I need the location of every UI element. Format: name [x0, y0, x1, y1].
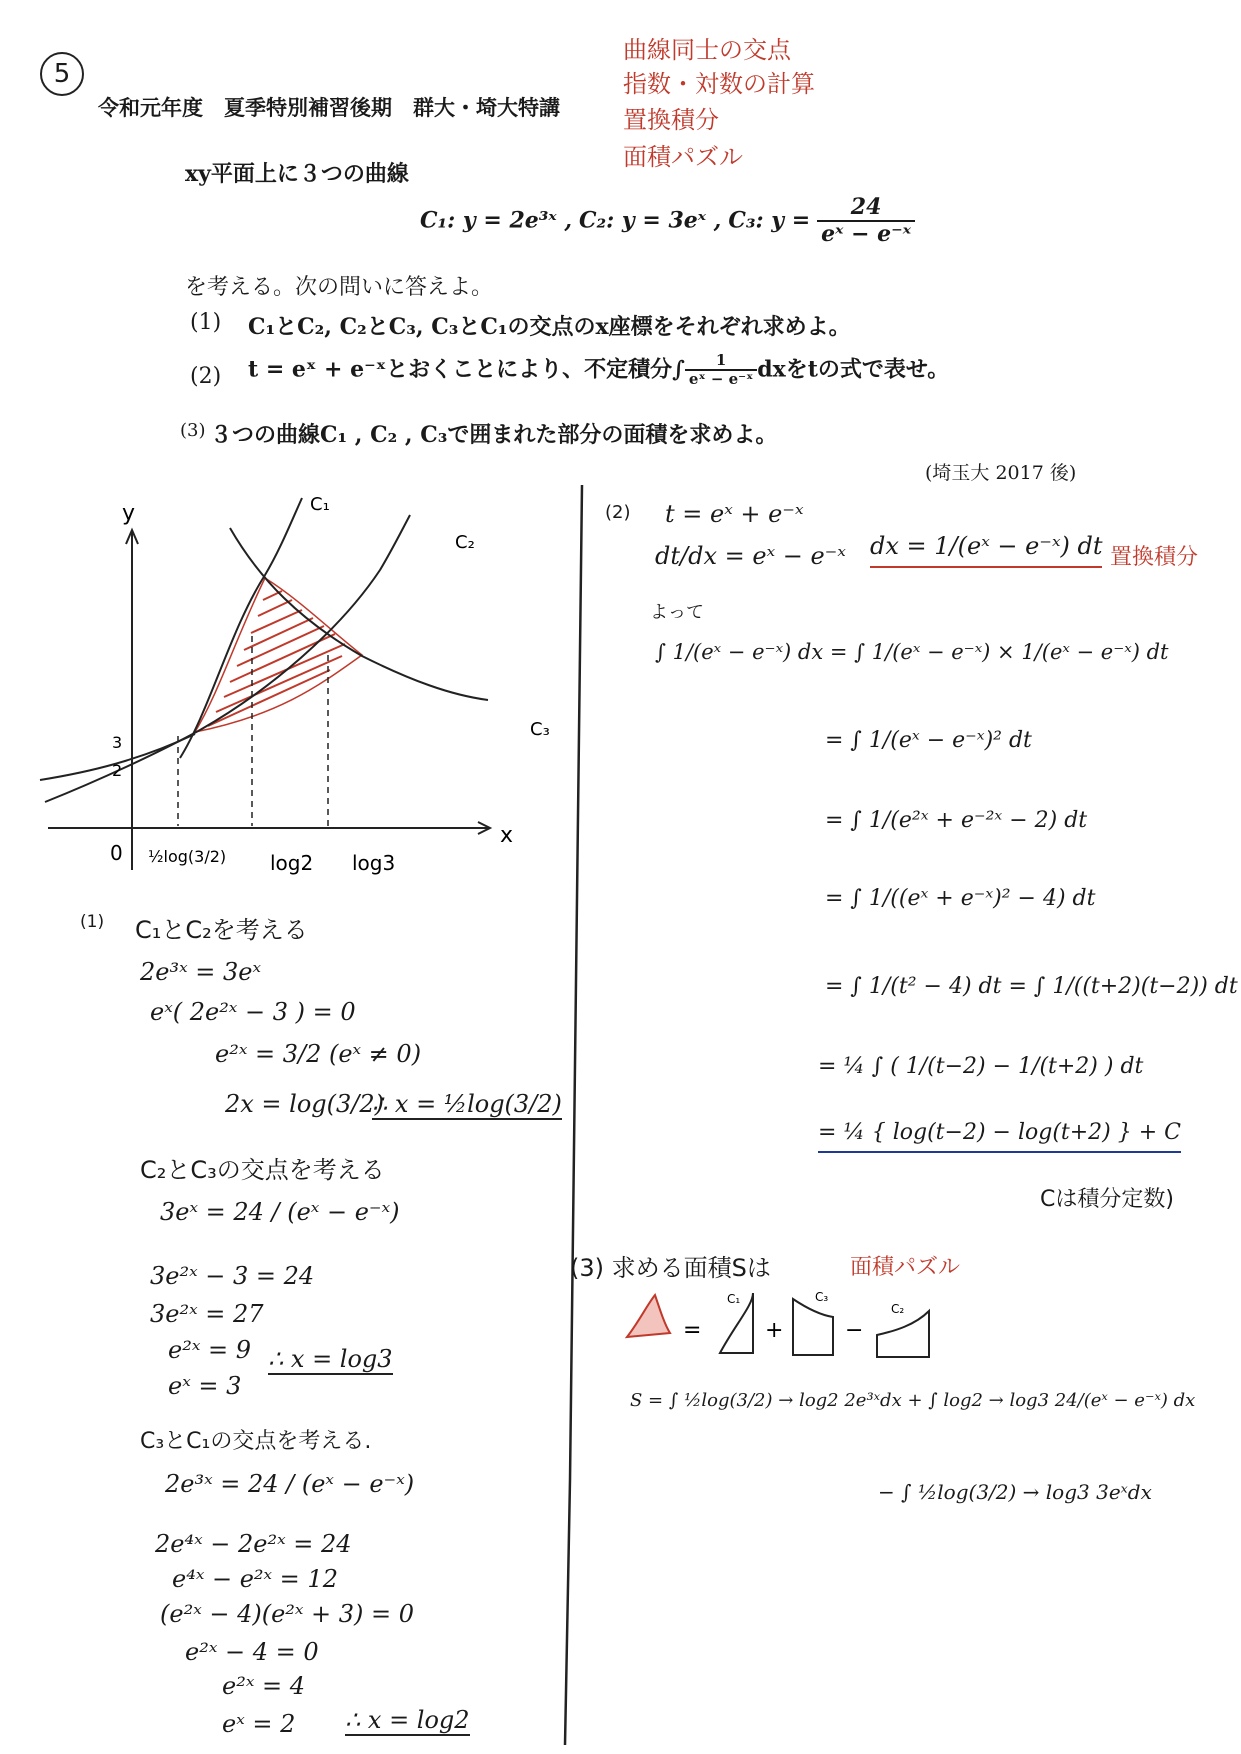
q2-numerator: 1	[685, 352, 757, 371]
tag-1: 曲線同士の交点	[623, 36, 791, 64]
puzzle-eq: =	[683, 1318, 702, 1343]
part1-s3-line: e⁴ˣ − e²ˣ = 12	[172, 1565, 338, 1593]
x-axis-label: x	[500, 823, 514, 848]
curve-c3-line	[230, 528, 488, 700]
part1-s3-answer: ∴ x = log2	[345, 1706, 470, 1734]
curve-c2-line	[45, 515, 410, 802]
part2-step: = ¼ ∫ ( 1/(t−2) − 1/(t+2) ) dt	[818, 1054, 1144, 1079]
x-tick-2: log2	[270, 851, 314, 875]
tag-3: 置換積分	[623, 106, 719, 134]
part1-s1-line: 2e³ˣ = 3eˣ	[140, 958, 261, 986]
part1-s2-line: eˣ = 3	[168, 1372, 242, 1400]
part2-line1: t = eˣ + e⁻ˣ	[665, 500, 804, 528]
part1-s2-line: 3eˣ = 24 / (eˣ − e⁻ˣ)	[160, 1198, 400, 1226]
part1-s2-heading: C₂とC₃の交点を考える	[140, 1156, 385, 1184]
hatching	[208, 591, 345, 726]
part1-s1-answer: ∴ x = ½log(3/2)	[372, 1090, 562, 1118]
q2-fraction	[685, 352, 757, 389]
part1-s3-line: 2e⁴ˣ − 2e²ˣ = 24	[155, 1530, 352, 1558]
puzzle-c3-piece	[793, 1299, 833, 1355]
area-puzzle-diagram	[615, 1285, 945, 1375]
q2-text-b: dxをtの式で表せ。	[757, 356, 950, 383]
curve-c3-denominator: eˣ − e⁻ˣ	[821, 221, 912, 248]
part1-s3-heading: C₃とC₁の交点を考える.	[140, 1429, 372, 1454]
part2-step: = ∫ 1/((eˣ + e⁻ˣ)² − 4) dt	[825, 886, 1096, 911]
part2-line3: dx = 1/(eˣ − e⁻ˣ) dt	[870, 532, 1102, 568]
puzzle-c3-label: C₃	[815, 1290, 829, 1304]
curve-c3-lhs: C₃: y =	[728, 207, 811, 234]
part3-s-line2: − ∫ ½log(3/2) → log3 3eˣdx	[878, 1480, 1152, 1504]
c2-label: C₂	[455, 532, 475, 553]
curve-c1-line	[180, 498, 302, 758]
part1-s1-line: 2x = log(3/2)	[225, 1090, 385, 1118]
puzzle-shaded-piece	[627, 1295, 670, 1337]
q3-text: ３つの曲線C₁ , C₂ , C₃で囲まれた部分の面積を求めよ。	[210, 422, 778, 448]
part1-s1-line: eˣ( 2e²ˣ − 3 ) = 0	[150, 998, 356, 1026]
part1-s3-line: eˣ = 2	[222, 1710, 296, 1738]
problem-number-circle: 5	[40, 52, 84, 96]
puzzle-minus: −	[845, 1318, 864, 1343]
part1-s2-line: e²ˣ = 9	[168, 1336, 251, 1364]
shaded-region	[195, 578, 362, 732]
y-tick-3: 3	[112, 733, 123, 752]
part1-s1-line: e²ˣ = 3/2 (eˣ ≠ 0)	[215, 1040, 422, 1068]
curve-c3-fraction	[817, 195, 915, 248]
part3-s-line1: S = ∫ ½log(3/2) → log2 2e³ˣdx + ∫ log2 → log3 24/(eˣ − e⁻ˣ) dx	[630, 1390, 1196, 1411]
part2-tag: 置換積分	[1110, 545, 1199, 570]
puzzle-c1-label: C₁	[727, 1292, 741, 1306]
part1-s2-line: 3e²ˣ = 27	[150, 1300, 264, 1328]
q1-label: (1)	[190, 310, 222, 335]
curve-c1: C₁: y = 2e³ˣ ,	[420, 207, 572, 234]
part1-s3-line: (e²ˣ − 4)(e²ˣ + 3) = 0	[160, 1600, 415, 1628]
part2-label: (2)	[605, 502, 631, 523]
q2-label: (2)	[190, 364, 222, 389]
part2-step: = ∫ 1/(e²ˣ + e⁻²ˣ − 2) dt	[825, 808, 1088, 833]
part1-label: (1)	[80, 912, 105, 932]
q2-text-a: t = eˣ + e⁻ˣとおくことにより、不定積分∫	[248, 356, 685, 383]
tag-4: 面積パズル	[623, 143, 743, 171]
part2-step: = ∫ 1/(t² − 4) dt = ∫ 1/((t+2)(t−2)) dt	[825, 974, 1238, 999]
graph	[30, 490, 550, 880]
column-divider	[560, 480, 590, 1750]
c1-label: C₁	[310, 494, 330, 515]
y-tick-2: 2	[112, 761, 123, 780]
part2-step: ∫ 1/(eˣ − e⁻ˣ) dx = ∫ 1/(eˣ − e⁻ˣ) × 1/(eˣ − e⁻ˣ) dt	[655, 640, 1169, 664]
q1-text: C₁とC₂, C₂とC₃, C₃とC₁の交点のx座標をそれぞれ求めよ。	[248, 314, 851, 340]
part3-label: (3) 求める面積Sは	[570, 1254, 771, 1282]
problem-intro: xy平面上に３つの曲線	[185, 161, 409, 187]
q2-denominator: eˣ − e⁻ˣ	[688, 370, 754, 389]
tag-2: 指数・対数の計算	[623, 70, 815, 98]
q2-text	[248, 352, 949, 389]
part2-step: = ∫ 1/(eˣ − e⁻ˣ)² dt	[825, 728, 1032, 753]
curve-definitions	[420, 195, 915, 248]
puzzle-c2-label: C₂	[891, 1302, 905, 1316]
curve-c3-numerator: 24	[817, 195, 915, 222]
part2-line2: dt/dx = eˣ − e⁻ˣ	[655, 542, 846, 570]
part1-s2-line: 3e²ˣ − 3 = 24	[150, 1262, 315, 1290]
puzzle-plus: +	[765, 1318, 784, 1343]
part1-s3-line: e²ˣ − 4 = 0	[185, 1638, 319, 1666]
part1-s2-answer: ∴ x = log3	[268, 1345, 393, 1373]
part1-s3-line: 2e³ˣ = 24 / (eˣ − e⁻ˣ)	[165, 1470, 415, 1498]
y-axis-label: y	[122, 501, 136, 526]
problem-instruction: を考える。次の問いに答えよ。	[185, 275, 494, 300]
part2-note: Cは積分定数)	[1040, 1187, 1174, 1212]
part3-tag: 面積パズル	[850, 1255, 961, 1280]
problem-source: (埼玉大 2017 後)	[925, 462, 1077, 484]
part1-s1-heading: C₁とC₂を考える	[135, 916, 308, 944]
part2-yotte: よって	[650, 602, 704, 623]
curve-c2: C₂: y = 3eˣ ,	[578, 207, 722, 234]
puzzle-c2-piece	[877, 1311, 929, 1357]
x-tick-1: ½log(3/2)	[148, 847, 227, 866]
q3-label: (3)	[180, 420, 206, 441]
course-title: 令和元年度 夏季特別補習後期 群大・埼大特講	[98, 95, 560, 120]
part2-step: = ¼ { log(t−2) − log(t+2) } + C	[818, 1120, 1181, 1153]
origin-label: 0	[110, 841, 123, 865]
c3-label: C₃	[530, 719, 550, 740]
x-tick-3: log3	[352, 851, 396, 875]
part1-s3-line: e²ˣ = 4	[222, 1672, 305, 1700]
